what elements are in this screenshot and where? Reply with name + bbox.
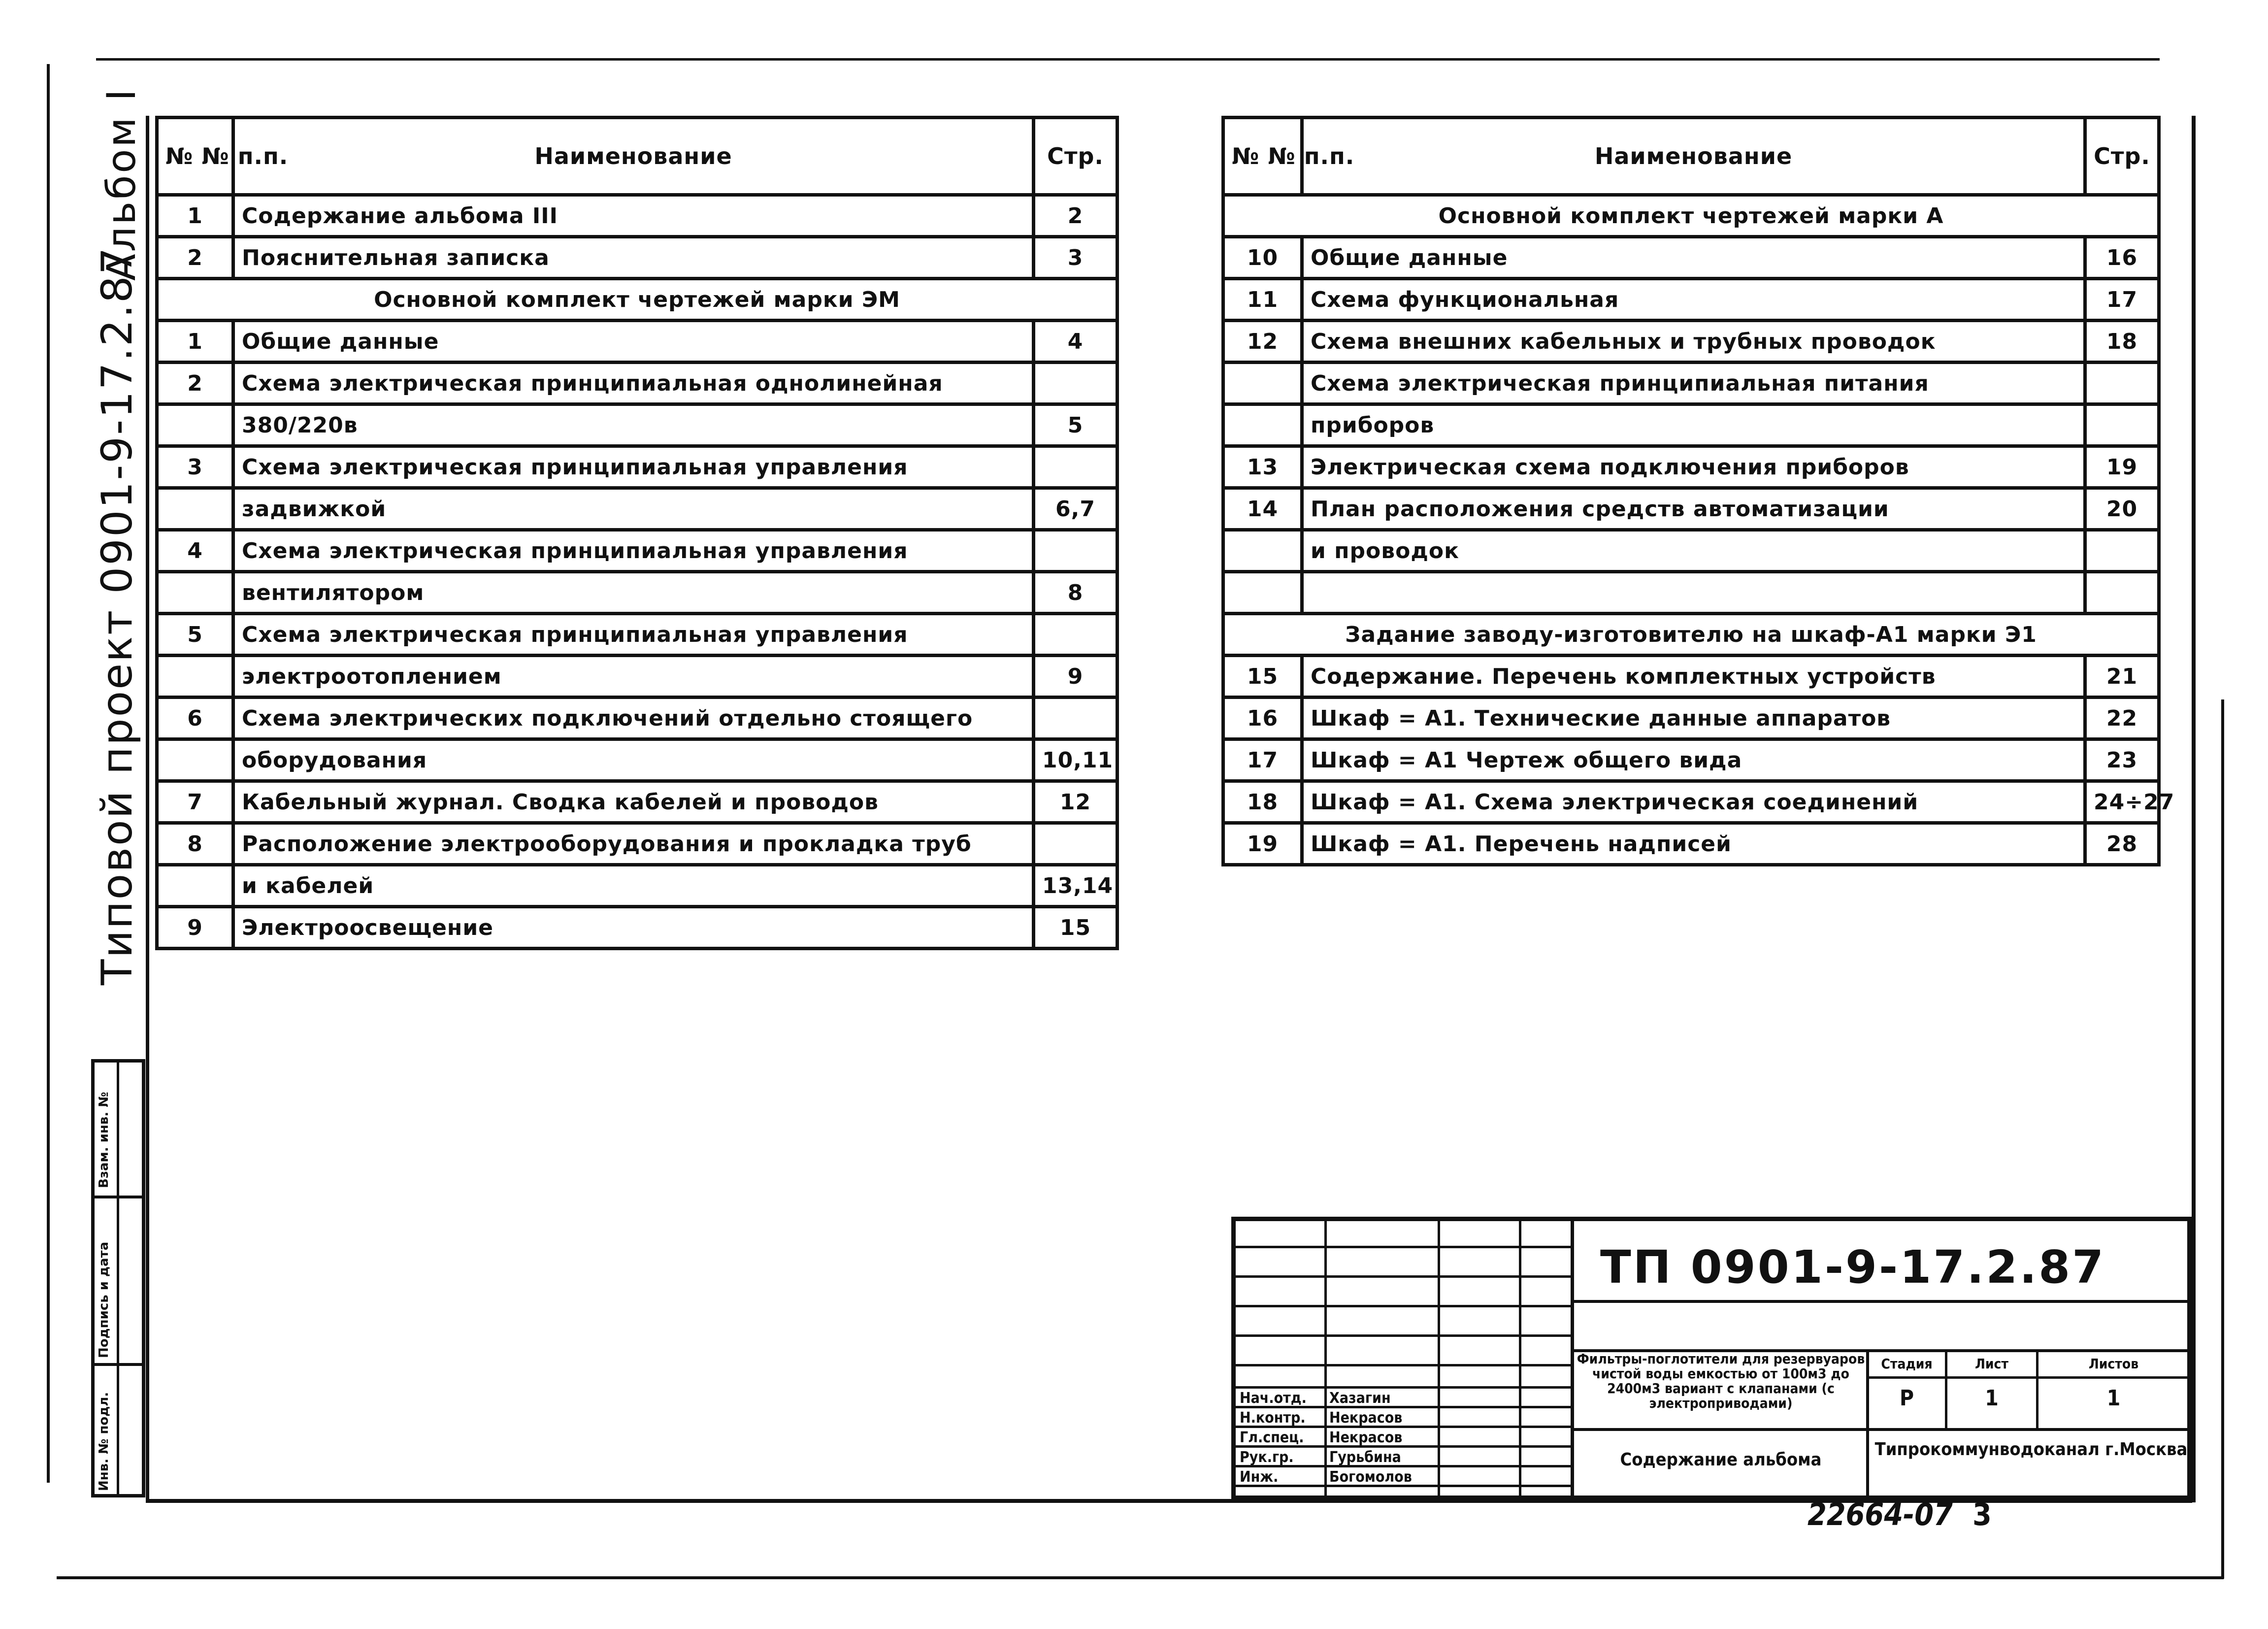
sheet-value: 1 (1985, 1386, 1999, 1411)
outer-right-line (2221, 699, 2224, 1579)
row-page: 20 (2085, 488, 2159, 530)
section-row (157, 279, 1118, 321)
row-page (2085, 404, 2159, 446)
row-number: 1 (157, 195, 233, 237)
row-name: и проводок (1302, 530, 2085, 572)
stage-label: Стадия (1881, 1356, 1933, 1372)
row-page: 3 (1034, 237, 1118, 279)
row-page: 4 (1034, 321, 1118, 363)
row-page: 6,7 (1034, 488, 1118, 530)
row-name: вентилятором (233, 572, 1034, 614)
row-page (2085, 363, 2159, 404)
left-contents-table (155, 116, 1119, 950)
table-row (157, 614, 1118, 656)
title-block (1231, 1217, 2192, 1500)
row-name: Схема электрическая принципиальная управления (233, 614, 1034, 656)
row-number (157, 656, 233, 698)
row-page: 10,11 (1034, 739, 1118, 781)
row-name: Общие данные (1302, 237, 2085, 279)
row-number: 1 (157, 321, 233, 363)
row-number: 9 (157, 907, 233, 949)
row-page: 16 (2085, 237, 2159, 279)
row-number (157, 572, 233, 614)
row-number: 2 (157, 363, 233, 404)
row-name: электроотоплением (233, 656, 1034, 698)
table-header (157, 118, 1118, 195)
row-page (2085, 530, 2159, 572)
organization: Типрокоммунводоканал г.Москва (1874, 1439, 2188, 1460)
row-number: 7 (157, 781, 233, 823)
row-page: 28 (2085, 823, 2159, 865)
header-num: № № п.п. (1223, 118, 1302, 195)
row-name: Схема электрическая принципиальная управления (233, 446, 1034, 488)
row-number (1223, 572, 1302, 614)
row-name: оборудования (233, 739, 1034, 781)
row-page: 18 (2085, 321, 2159, 363)
table-row (1223, 698, 2159, 739)
row-page: 13,14 (1034, 865, 1118, 907)
table-row (157, 488, 1118, 530)
row-number (157, 865, 233, 907)
table-row (157, 530, 1118, 572)
table-row (1223, 781, 2159, 823)
table-row (157, 656, 1118, 698)
album-label: Альбом I (99, 87, 144, 281)
sheet-title: Содержание альбома (1620, 1450, 1822, 1470)
row-name: задвижкой (233, 488, 1034, 530)
row-number: 12 (1223, 321, 1302, 363)
table-row (1223, 446, 2159, 488)
row-page (1034, 446, 1118, 488)
row-name: Электрическая схема подключения приборов (1302, 446, 2085, 488)
row-page: 21 (2085, 656, 2159, 698)
signature-role: Гл.спец. (1240, 1429, 1304, 1446)
row-name: Схема внешних кабельных и трубных проводок (1302, 321, 2085, 363)
section-title: Задание заводу-изготовителю на шкаф-А1 марки Э1 (1223, 614, 2159, 656)
table-row (1223, 739, 2159, 781)
table-row (157, 404, 1118, 446)
row-name: Схема электрических подключений отдельно стоящего (233, 698, 1034, 739)
row-name: Кабельный журнал. Сводка кабелей и проводов (233, 781, 1034, 823)
table-row (1223, 572, 2159, 614)
header-num: № № п.п. (157, 118, 233, 195)
strip-sign-label: Подпись и дата (97, 1241, 111, 1358)
row-number (157, 404, 233, 446)
sheets-label: Листов (2088, 1356, 2139, 1372)
row-number (1223, 530, 1302, 572)
row-page (1034, 614, 1118, 656)
table-row (157, 572, 1118, 614)
table-row (1223, 488, 2159, 530)
table-row (157, 237, 1118, 279)
signature-role: Рук.гр. (1240, 1449, 1294, 1466)
row-page (2085, 572, 2159, 614)
table-row (157, 907, 1118, 949)
row-page: 24÷27 (2085, 781, 2159, 823)
row-number: 18 (1223, 781, 1302, 823)
row-number: 19 (1223, 823, 1302, 865)
row-page (1034, 698, 1118, 739)
signature-name: Хазагин (1329, 1390, 1391, 1407)
row-name (1302, 572, 2085, 614)
table-row (1223, 823, 2159, 865)
page-number: 3 (1972, 1496, 1992, 1532)
row-page: 2 (1034, 195, 1118, 237)
header-page: Стр. (2085, 118, 2159, 195)
row-number: 6 (157, 698, 233, 739)
table-header (1223, 118, 2159, 195)
row-name: Шкаф = А1. Технические данные аппаратов (1302, 698, 2085, 739)
row-number: 3 (157, 446, 233, 488)
table-row (157, 739, 1118, 781)
signature-name: Гурьбина (1329, 1449, 1401, 1466)
table-row (1223, 656, 2159, 698)
strip-inv-label: Инв. № подл. (97, 1392, 111, 1491)
table-row (157, 321, 1118, 363)
document-code: ТП 0901-9-17.2.87 (1600, 1241, 2106, 1294)
row-number (157, 488, 233, 530)
row-page: 5 (1034, 404, 1118, 446)
top-border (96, 58, 2160, 61)
section-title: Основной комплект чертежей марки ЭМ (157, 279, 1118, 321)
row-number: 10 (1223, 237, 1302, 279)
side-stamp-strip (91, 1059, 145, 1497)
sheet-label: Лист (1974, 1356, 2009, 1372)
row-name: Шкаф = А1. Перечень надписей (1302, 823, 2085, 865)
table-row (1223, 279, 2159, 321)
object-title: Фильтры-поглотители для резервуаров чистой воды емкостью от 100м3 до 2400м3 вариант с клапанами (с электроприводами) (1577, 1351, 1865, 1411)
row-page: 19 (2085, 446, 2159, 488)
row-number (1223, 363, 1302, 404)
row-page: 9 (1034, 656, 1118, 698)
table-row (1223, 321, 2159, 363)
row-number: 5 (157, 614, 233, 656)
row-name: Электроосвещение (233, 907, 1034, 949)
table-row (157, 446, 1118, 488)
table-row (1223, 530, 2159, 572)
row-name: Шкаф = А1. Схема электрическая соединений (1302, 781, 2085, 823)
table-row (1223, 237, 2159, 279)
row-number: 2 (157, 237, 233, 279)
row-page: 12 (1034, 781, 1118, 823)
row-name: Расположение электрооборудования и прокладка труб (233, 823, 1034, 865)
row-number: 16 (1223, 698, 1302, 739)
signature-role: Инж. (1240, 1468, 1279, 1486)
row-name: Общие данные (233, 321, 1034, 363)
row-number: 15 (1223, 656, 1302, 698)
row-page (1034, 363, 1118, 404)
signature-name: Некрасов (1329, 1409, 1403, 1427)
row-number: 8 (157, 823, 233, 865)
table-row (157, 363, 1118, 404)
inventory-number: 22664-07 (1808, 1496, 1953, 1532)
row-name: Схема электрическая принципиальная управления (233, 530, 1034, 572)
frame-right (2192, 116, 2196, 1502)
row-page (1034, 530, 1118, 572)
project-label: Типовой проект 0901-9-17.2.87 (93, 246, 142, 985)
row-number: 14 (1223, 488, 1302, 530)
row-page: 22 (2085, 698, 2159, 739)
row-page: 8 (1034, 572, 1118, 614)
table-row (157, 823, 1118, 865)
row-name: Содержание. Перечень комплектных устройств (1302, 656, 2085, 698)
row-number (157, 739, 233, 781)
stage-value: Р (1899, 1386, 1914, 1411)
table-row (1223, 363, 2159, 404)
section-row (1223, 195, 2159, 237)
table-row (157, 195, 1118, 237)
table-row (157, 781, 1118, 823)
row-page: 17 (2085, 279, 2159, 321)
row-page (1034, 823, 1118, 865)
strip-replace-label: Взам. инв. № (97, 1092, 111, 1188)
row-page: 23 (2085, 739, 2159, 781)
row-name: Содержание альбома III (233, 195, 1034, 237)
frame-left (146, 116, 149, 1502)
row-name: приборов (1302, 404, 2085, 446)
row-number (1223, 404, 1302, 446)
row-name: Шкаф = А1 Чертеж общего вида (1302, 739, 2085, 781)
table-row (157, 698, 1118, 739)
row-number: 17 (1223, 739, 1302, 781)
section-title: Основной комплект чертежей марки А (1223, 195, 2159, 237)
header-name: Наименование (233, 118, 1034, 195)
section-row (1223, 614, 2159, 656)
header-page: Стр. (1034, 118, 1118, 195)
row-number: 11 (1223, 279, 1302, 321)
signature-name: Некрасов (1329, 1429, 1403, 1446)
table-row (157, 865, 1118, 907)
row-number: 13 (1223, 446, 1302, 488)
table-row (1223, 404, 2159, 446)
row-name: Схема электрическая принципиальная однолинейная (233, 363, 1034, 404)
right-contents-table (1221, 116, 2175, 866)
row-name: Схема функциональная (1302, 279, 2085, 321)
signature-name: Богомолов (1329, 1468, 1412, 1486)
row-page: 15 (1034, 907, 1118, 949)
outer-bottom-line (57, 1576, 2224, 1579)
signature-role: Н.контр. (1240, 1409, 1306, 1427)
sheets-value: 1 (2106, 1386, 2121, 1411)
row-name: План расположения средств автоматизации (1302, 488, 2085, 530)
left-margin-line (47, 64, 50, 1483)
header-name: Наименование (1302, 118, 2085, 195)
row-name: и кабелей (233, 865, 1034, 907)
row-name: Схема электрическая принципиальная питания (1302, 363, 2085, 404)
signature-role: Нач.отд. (1240, 1390, 1307, 1407)
row-name: 380/220в (233, 404, 1034, 446)
row-number: 4 (157, 530, 233, 572)
row-name: Пояснительная записка (233, 237, 1034, 279)
